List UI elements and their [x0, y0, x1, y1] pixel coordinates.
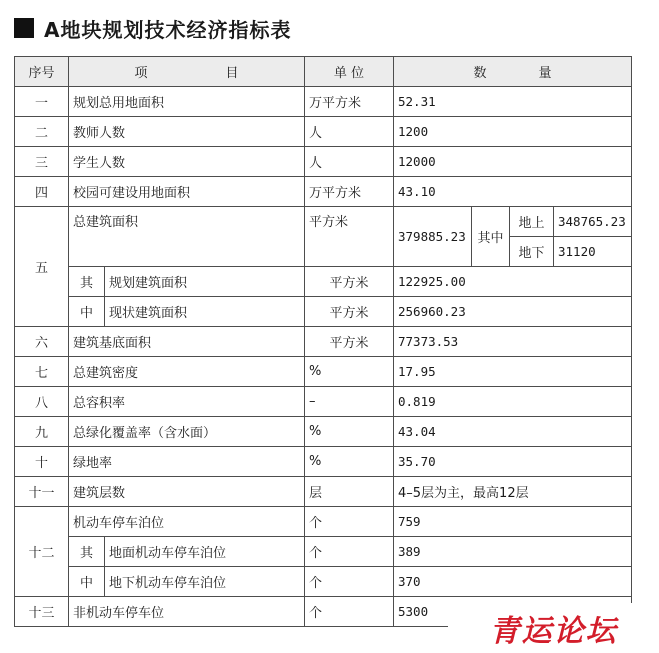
- bullet-square-icon: [14, 18, 34, 38]
- row-value: 0.819: [394, 387, 632, 417]
- row-item: 总容积率: [69, 387, 305, 417]
- row-unit: %: [305, 357, 394, 387]
- row-value: 52.31: [394, 87, 632, 117]
- row-unit: 层: [305, 477, 394, 507]
- table-row: [15, 147, 632, 177]
- table-row: [15, 207, 632, 237]
- row-unit: 平方米: [305, 297, 394, 327]
- row-seq: 一: [15, 87, 69, 117]
- row-unit: %: [305, 417, 394, 447]
- row-seq: 五: [15, 207, 69, 327]
- sub-label: 其: [69, 537, 105, 567]
- table-row: [15, 387, 632, 417]
- sub-label: 其: [69, 267, 105, 297]
- row-seq: 九: [15, 417, 69, 447]
- row-seq: 七: [15, 357, 69, 387]
- breakdown-label: 其中: [472, 207, 510, 267]
- row-item: 规划总用地面积: [69, 87, 305, 117]
- row-item: 建筑基底面积: [69, 327, 305, 357]
- row-value: 256960.23: [394, 297, 632, 327]
- row-item: 总建筑密度: [69, 357, 305, 387]
- row-seq: 十三: [15, 597, 69, 627]
- row-seq: 三: [15, 147, 69, 177]
- row-value: 4–5层为主，最高12层: [394, 477, 632, 507]
- watermark-logo: 青运论坛: [448, 603, 659, 653]
- table-row: [15, 417, 632, 447]
- table-row: [15, 537, 632, 567]
- header-item: 项 目: [69, 57, 305, 87]
- row-unit: %: [305, 447, 394, 477]
- row-unit: 个: [305, 507, 394, 537]
- header-seq: 序号: [15, 57, 69, 87]
- table-row: [15, 507, 632, 537]
- sub-label: 中: [69, 567, 105, 597]
- row-seq: 十一: [15, 477, 69, 507]
- row-unit: 平方米: [305, 267, 394, 297]
- sub-label: 中: [69, 297, 105, 327]
- row-seq: 二: [15, 117, 69, 147]
- title-text: A地块规划技术经济指标表: [44, 17, 292, 42]
- row-unit: 平方米: [305, 207, 394, 267]
- row-unit: 人: [305, 147, 394, 177]
- table-row: [15, 477, 632, 507]
- row-unit: 人: [305, 117, 394, 147]
- page-title: [14, 14, 291, 42]
- row-item: 教师人数: [69, 117, 305, 147]
- table-row: [15, 447, 632, 477]
- row-value: 122925.00: [394, 267, 632, 297]
- row-unit: 个: [305, 537, 394, 567]
- indicator-table: [14, 56, 632, 627]
- row-item: 地下机动车停车泊位: [105, 567, 305, 597]
- row-value: 379885.23: [394, 207, 472, 267]
- row-seq: 四: [15, 177, 69, 207]
- row-value: 77373.53: [394, 327, 632, 357]
- row-value: 17.95: [394, 357, 632, 387]
- row-item: 校园可建设用地面积: [69, 177, 305, 207]
- table-row: [15, 87, 632, 117]
- row-item: 学生人数: [69, 147, 305, 177]
- row-value: 1200: [394, 117, 632, 147]
- below-ground-label: 地下: [510, 237, 554, 267]
- header-unit: 单 位: [305, 57, 394, 87]
- row-value: 43.10: [394, 177, 632, 207]
- row-unit: 个: [305, 597, 394, 627]
- above-ground-label: 地上: [510, 207, 554, 237]
- row-item: 非机动车停车位: [69, 597, 305, 627]
- row-value: 5300: [394, 597, 632, 627]
- table-header-row: [15, 57, 632, 87]
- row-value: 43.04: [394, 417, 632, 447]
- above-ground-value: 348765.23: [554, 207, 632, 237]
- row-item: 总建筑面积: [69, 207, 305, 267]
- table-row: [15, 327, 632, 357]
- table-row: [15, 117, 632, 147]
- row-unit: 万平方米: [305, 87, 394, 117]
- row-seq: 十二: [15, 507, 69, 597]
- row-item: 总绿化覆盖率（含水面）: [69, 417, 305, 447]
- row-item: 建筑层数: [69, 477, 305, 507]
- row-unit: 万平方米: [305, 177, 394, 207]
- row-value: 370: [394, 567, 632, 597]
- header-qty: 数 量: [394, 57, 632, 87]
- row-unit: 平方米: [305, 327, 394, 357]
- row-value: 759: [394, 507, 632, 537]
- row-value: 35.70: [394, 447, 632, 477]
- row-item: 规划建筑面积: [105, 267, 305, 297]
- row-item: 地面机动车停车泊位: [105, 537, 305, 567]
- row-item: 机动车停车泊位: [69, 507, 305, 537]
- row-item: 现状建筑面积: [105, 297, 305, 327]
- row-value: 389: [394, 537, 632, 567]
- row-value: 12000: [394, 147, 632, 177]
- table-row: [15, 567, 632, 597]
- row-seq: 八: [15, 387, 69, 417]
- table-row: [15, 267, 632, 297]
- row-item: 绿地率: [69, 447, 305, 477]
- table-row: [15, 177, 632, 207]
- row-seq: 六: [15, 327, 69, 357]
- row-unit: 个: [305, 567, 394, 597]
- table-row: [15, 297, 632, 327]
- table-row: [15, 357, 632, 387]
- row-seq: 十: [15, 447, 69, 477]
- below-ground-value: 31120: [554, 237, 632, 267]
- row-unit: –: [305, 387, 394, 417]
